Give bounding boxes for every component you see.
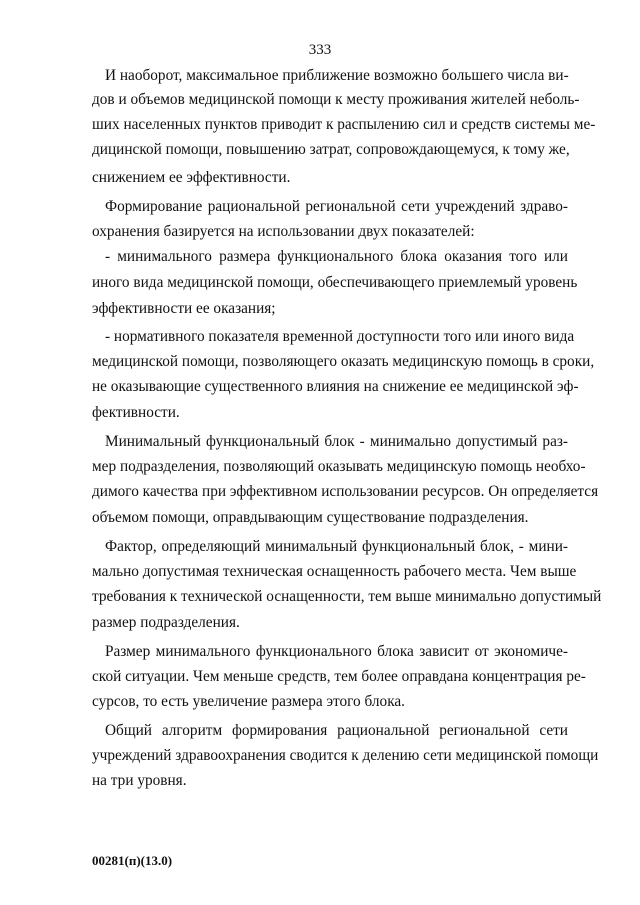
text-line: Минимальный функциональный блок - минимально допустимый раз- — [105, 433, 568, 450]
text-line: сурсов, то есть увеличение размера этого блока. — [92, 693, 406, 710]
text-line: мально допустимая техническая оснащенность рабочего места. Чем выше — [92, 563, 577, 580]
text-line: учреждений здравоохранения сводится к делению сети медицинской помощи — [92, 747, 599, 764]
text-line: - нормативного показателя временной доступности того или иного вида — [105, 328, 575, 345]
text-line: охранения базируется на использовании двух показателей: — [92, 223, 475, 240]
page-number: 333 — [308, 42, 332, 58]
document-code: 00281(п)(13.0) — [92, 853, 173, 868]
text-line: требования к технической оснащенности, тем выше минимально допустимый — [92, 588, 602, 605]
text-line: медицинской помощи, позволяющего оказать медицинскую помощь в сроки, — [92, 353, 595, 370]
text-line: - минимального размера функционального блока оказания того или — [105, 248, 568, 265]
text-line: фективности. — [92, 404, 180, 421]
text-line: Общий алгоритм формирования рациональной региональной сети — [105, 722, 568, 739]
text-line: снижением ее эффективности. — [92, 169, 291, 186]
text-line: размер подразделения. — [92, 614, 240, 631]
text-line: мер подразделения, позволяющий оказывать медицинскую помощь необхо- — [92, 458, 586, 475]
text-line: И наоборот, максимальное приближение возможно большего числа ви- — [105, 67, 569, 84]
text-line: ших населенных пунктов приводит к распылению сил и средств системы ме- — [92, 116, 596, 133]
text-line: иного вида медицинской помощи, обеспечивающего приемлемый уровень — [92, 274, 578, 291]
text-line: Формирование рациональной региональной сети учреждений здраво- — [105, 198, 568, 215]
text-line: димого качества при эффективном использовании ресурсов. Он определяется — [92, 483, 599, 500]
text-line: Фактор, определяющий минимальный функциональный блок, - мини- — [105, 538, 568, 555]
text-line: дицинской помощи, повышению затрат, сопровождающемуся, к тому же, — [92, 141, 570, 158]
text-line: Размер минимального функционального блока зависит от экономиче- — [105, 643, 568, 660]
text-line: на три уровня. — [92, 772, 187, 789]
text-line: не оказывающие существенного влияния на снижение ее медицинской эф- — [92, 378, 579, 395]
text-line: ской ситуации. Чем меньше средств, тем более оправдана концентрация ре- — [92, 668, 586, 685]
text-line: дов и объемов медицинской помощи к месту проживания жителей неболь- — [92, 91, 580, 108]
text-line: объемом помощи, оправдывающим существование подразделения. — [92, 509, 529, 526]
text-line: эффективности ее оказания; — [92, 300, 276, 317]
